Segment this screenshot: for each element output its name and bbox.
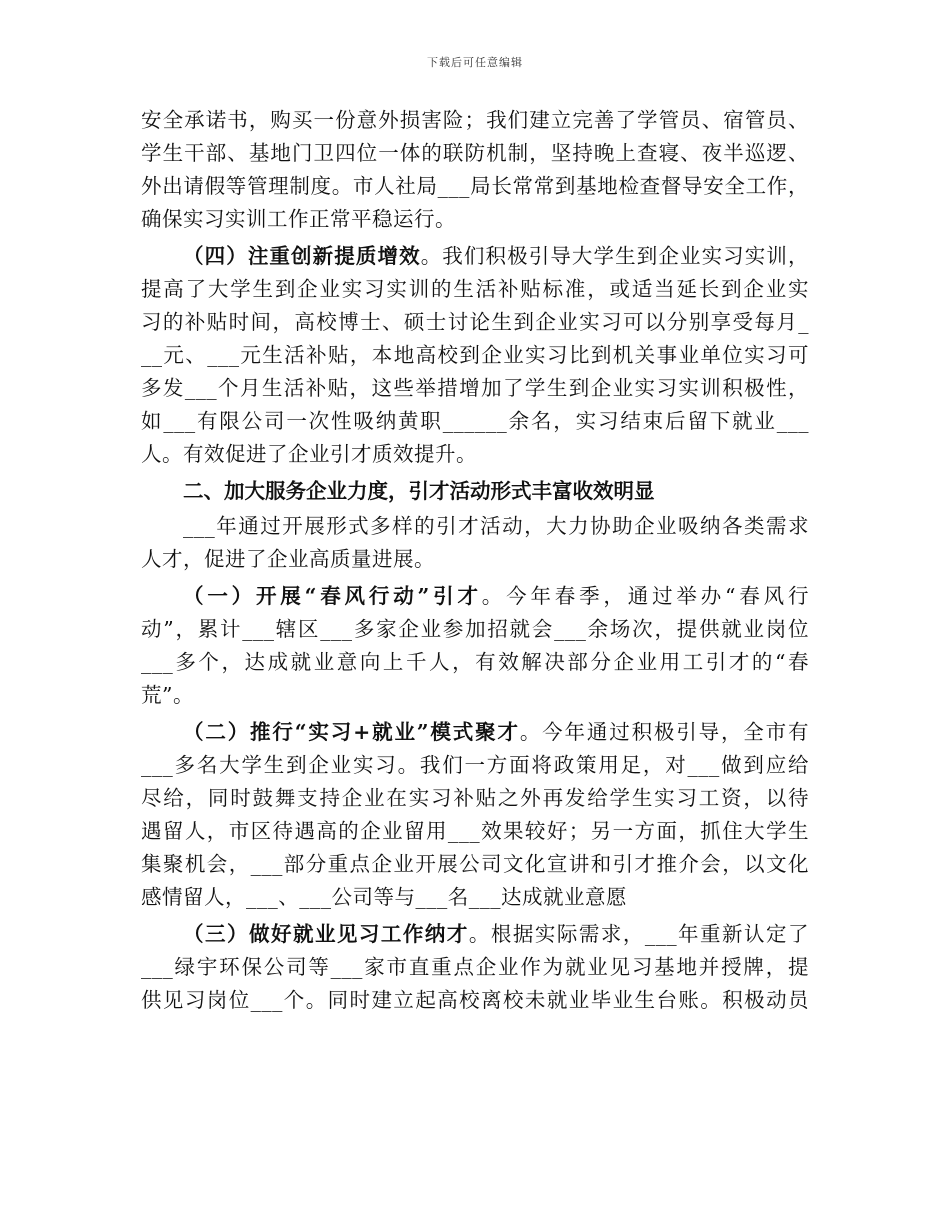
text-line: ___绿宇环保公司等___家市直重点企业作为就业见习基地并授牌，提: [141, 955, 809, 979]
text-line: 安全承诺书，购买一份意外损害险；我们建立完善了学管员、宿管员、: [141, 108, 809, 132]
text-line: 习的补贴时间，高校博士、硕士讨论生到企业实习可以分别享受每月_: [141, 310, 809, 334]
text-line: 人才，促进了企业高质量进展。: [141, 547, 435, 571]
text-line: 人。有效促进了企业引才质效提升。: [141, 442, 477, 466]
page-header: 下载后可任意编辑: [427, 56, 523, 69]
text-line: 多发___个月生活补贴，这些举措增加了学生到企业实习实训积极性，: [141, 376, 809, 400]
text-line: [141, 240, 809, 273]
text-line: 确保实习实训工作正常平稳运行。: [141, 207, 456, 231]
section-lead: （三）做好就业见习工作纳才: [183, 922, 469, 946]
text-run: 。今年春季，通过举办“春风行: [481, 584, 809, 608]
paragraph-traineeship: [141, 918, 809, 1017]
text-line: [141, 716, 809, 749]
section-lead: （二）推行“实习+就业”模式聚才: [183, 720, 520, 744]
text-line: ___多名大学生到企业实习。我们一方面将政策用足，对___做到应给: [141, 753, 809, 777]
text-line: 荒”。: [141, 683, 194, 707]
text-line: [141, 918, 809, 951]
text-line: 供见习岗位___个。同时建立起高校离校未就业毕业生台账。积极动员: [141, 988, 809, 1012]
text-line: [141, 580, 809, 613]
paragraph-safety: [141, 104, 809, 236]
text-line: 动”，累计___辖区___多家企业参加招就会___余场次，提供就业岗位: [141, 617, 809, 641]
text-run: 。今年通过积极引导，全市有: [519, 720, 809, 744]
text-line: 提高了大学生到企业实习实训的生活补贴标准，或适当延长到企业实: [141, 277, 809, 301]
text-run: 。我们积极引导大学生到企业实习实训，: [420, 244, 810, 268]
section-lead: （四）注重创新提质增效: [183, 244, 421, 268]
text-line: ___多个，达成就业意向上千人，有效解决部分企业用工引才的“春: [141, 650, 809, 674]
paragraph-intro: [141, 510, 809, 576]
text-line: __元、___元生活补贴，本地高校到企业实习比到机关事业单位实习可: [141, 343, 809, 367]
paragraph-spring-action: [141, 580, 809, 712]
paragraph-internship-employment: [141, 716, 809, 914]
text-line: 如___有限公司一次性吸纳黄职______余名，实习结束后留下就业___: [141, 409, 809, 433]
section-heading: 二、加大服务企业力度，引才活动形式丰富收效明显: [183, 479, 655, 503]
text-run: 。根据实际需求，___年重新认定了: [468, 922, 810, 946]
text-line: 尽给，同时鼓舞支持企业在实习补贴之外再发给学生实习工资，以待: [141, 786, 809, 810]
text-line: 学生干部、基地门卫四位一体的联防机制，坚持晚上查寝、夜半巡逻、: [141, 141, 809, 165]
text-line: ___年通过开展形式多样的引才活动，大力协助企业吸纳各类需求: [183, 514, 809, 538]
paragraph-innovation: [141, 240, 809, 471]
text-line: 感情留人，___、___公司等与___名___达成就业意愿: [141, 885, 627, 909]
text-line: 遇留人，市区待遇高的企业留用___效果较好；另一方面，抓住大学生: [141, 819, 809, 843]
section-lead: （一）开展“春风行动”引才: [183, 584, 482, 608]
text-line: 外出请假等管理制度。市人社局___局长常常到基地检查督导安全工作，: [141, 174, 809, 198]
text-line: 集聚机会，___部分重点企业开展公司文化宣讲和引才推介会，以文化: [141, 852, 809, 876]
document-body: [141, 104, 809, 1021]
